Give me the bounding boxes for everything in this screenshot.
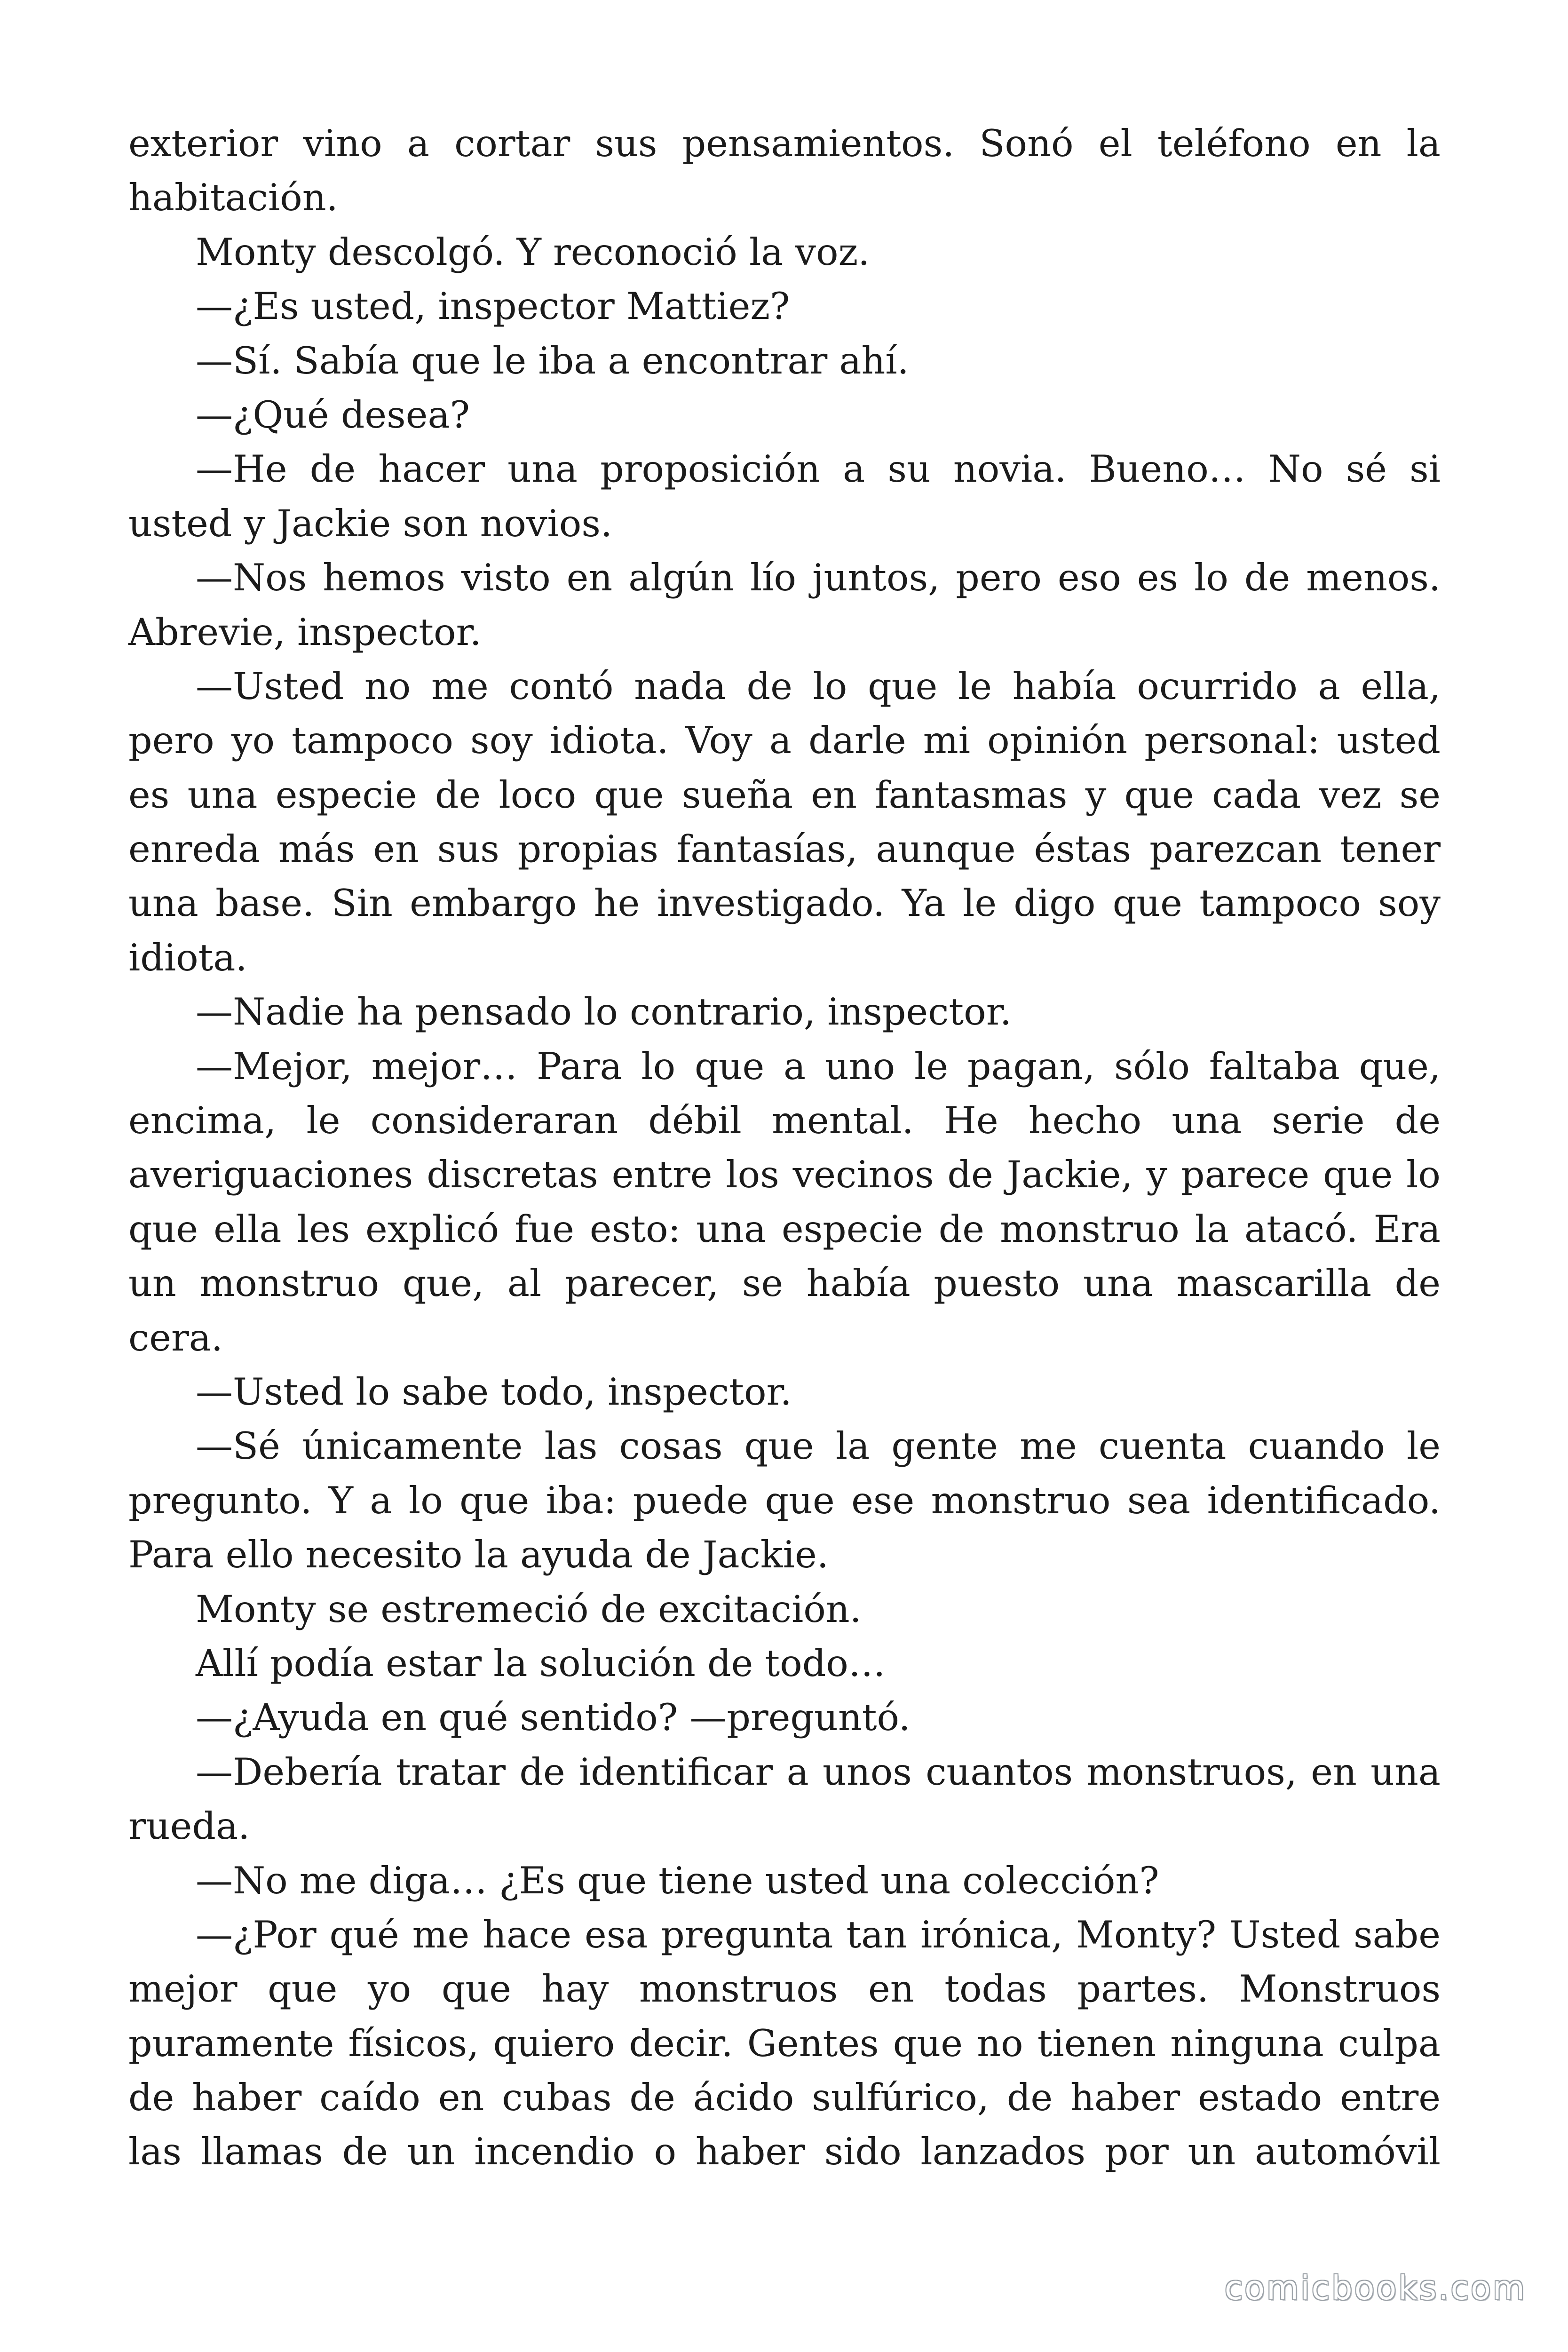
- text-line: —Mejor, mejor… Para lo que a uno le pagan, sólo faltaba que,: [196, 1044, 1441, 1088]
- text-line: rueda.: [128, 1804, 250, 1848]
- text-line: las llamas de un incendio o haber sido lanzados por un automóvil: [128, 2130, 1441, 2174]
- body-text: [128, 117, 1441, 2179]
- text-line: —¿Ayuda en qué sentido? —preguntó.: [196, 1696, 911, 1740]
- text-line: Monty descolgó. Y reconoció la voz.: [196, 230, 870, 274]
- text-line: —Nadie ha pensado lo contrario, inspector.: [196, 990, 1012, 1034]
- text-line: —No me diga… ¿Es que tiene usted una colección?: [196, 1859, 1159, 1902]
- text-line: un monstruo que, al parecer, se había puesto una mascarilla de: [128, 1262, 1441, 1305]
- text-line: exterior vino a cortar sus pensamientos. Sonó el teléfono en la: [128, 122, 1441, 165]
- text-line: habitación.: [128, 176, 338, 220]
- text-line: mejor que yo que hay monstruos en todas partes. Monstruos: [128, 1967, 1441, 2011]
- text-line: una base. Sin embargo he investigado. Ya le digo que tampoco soy: [128, 882, 1441, 925]
- text-line: enreda más en sus propias fantasías, aunque éstas parezcan tener: [128, 827, 1441, 871]
- text-line: —Nos hemos visto en algún lío juntos, pero eso es lo de menos.: [196, 556, 1441, 600]
- text-line: Allí podía estar la solución de todo…: [196, 1641, 886, 1685]
- text-line: idiota.: [128, 936, 247, 979]
- text-line: pero yo tampoco soy idiota. Voy a darle mi opinión personal: usted: [128, 719, 1441, 763]
- text-line: —Debería tratar de identificar a unos cuantos monstruos, en una: [196, 1750, 1441, 1794]
- text-line: —¿Qué desea?: [196, 393, 470, 437]
- text-line: pregunto. Y a lo que iba: puede que ese monstruo sea identificado.: [128, 1478, 1441, 1522]
- text-line: que ella les explicó fue esto: una especie de monstruo la atacó. Era: [128, 1207, 1441, 1251]
- text-line: es una especie de loco que sueña en fantasmas y que cada vez se: [128, 773, 1441, 817]
- text-line: —¿Por qué me hace esa pregunta tan irónica, Monty? Usted sabe: [196, 1913, 1441, 1956]
- text-line: —Sé únicamente las cosas que la gente me cuenta cuando le: [196, 1424, 1441, 1468]
- text-line: de haber caído en cubas de ácido sulfúrico, de haber estado entre: [128, 2076, 1441, 2120]
- text-line: —He de hacer una proposición a su novia. Bueno… No sé si: [196, 447, 1441, 491]
- text-line: usted y Jackie son novios.: [128, 501, 613, 545]
- text-line: puramente físicos, quiero decir. Gentes que no tienen ninguna culpa: [128, 2021, 1441, 2065]
- text-line: —Sí. Sabía que le iba a encontrar ahí.: [196, 339, 909, 382]
- text-line: averiguaciones discretas entre los vecinos de Jackie, y parece que lo: [128, 1153, 1441, 1197]
- watermark: comicbooks.com: [1224, 2269, 1527, 2307]
- text-line: —Usted lo sabe todo, inspector.: [196, 1370, 792, 1414]
- text-line: encima, le consideraran débil mental. He hecho una serie de: [128, 1099, 1441, 1143]
- text-line: —Usted no me contó nada de lo que le había ocurrido a ella,: [196, 664, 1441, 708]
- text-line: Abrevie, inspector.: [128, 610, 482, 654]
- text-line: cera.: [128, 1316, 223, 1359]
- text-line: —¿Es usted, inspector Mattiez?: [196, 285, 790, 328]
- text-line: Para ello necesito la ayuda de Jackie.: [128, 1533, 829, 1577]
- text-line: Monty se estremeció de excitación.: [196, 1587, 862, 1631]
